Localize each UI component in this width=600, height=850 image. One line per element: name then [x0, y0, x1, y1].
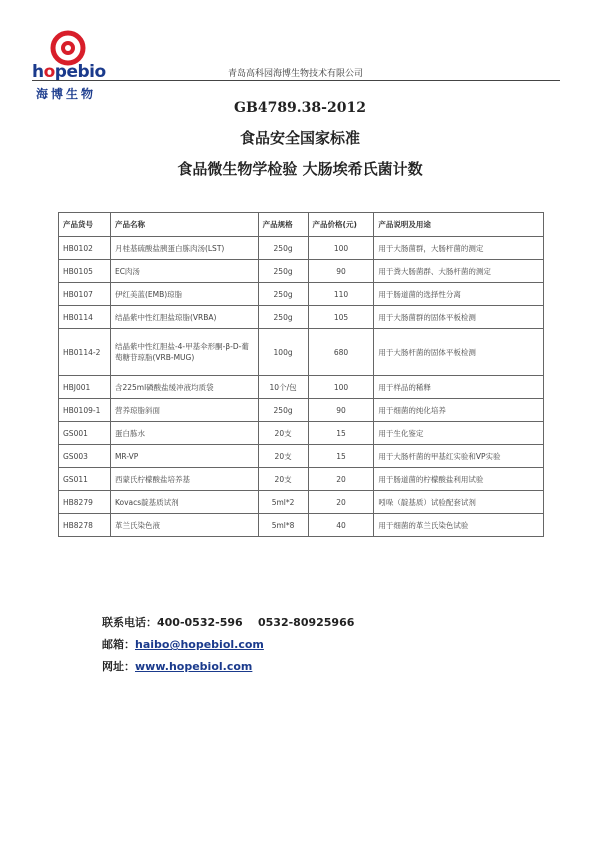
logo-wordmark: hopebio — [32, 62, 106, 82]
cell-spec: 250g — [258, 260, 308, 283]
header-price: 产品价格(元) — [308, 213, 374, 237]
cell-spec: 10个/包 — [258, 376, 308, 399]
cell-spec: 20支 — [258, 422, 308, 445]
cell-spec: 250g — [258, 237, 308, 260]
cell-name: MR-VP — [110, 445, 258, 468]
web-label: 网址： — [102, 660, 135, 673]
cell-spec: 100g — [258, 329, 308, 376]
cell-price: 40 — [308, 514, 374, 537]
header-desc: 产品说明及用途 — [374, 213, 544, 237]
email-label: 邮箱： — [102, 638, 135, 651]
cell-price: 100 — [308, 376, 374, 399]
table-row — [59, 283, 544, 306]
table-row — [59, 306, 544, 329]
table-header-row — [59, 213, 544, 237]
cell-price: 110 — [308, 283, 374, 306]
header-code: 产品货号 — [59, 213, 111, 237]
cell-desc: 用于生化鉴定 — [374, 422, 544, 445]
product-table — [58, 212, 544, 537]
cell-code: HB0102 — [59, 237, 111, 260]
cell-code: GS003 — [59, 445, 111, 468]
cell-code: GS001 — [59, 422, 111, 445]
cell-name: 含225ml磷酸盐缓冲液均质袋 — [110, 376, 258, 399]
header-divider — [32, 80, 560, 81]
table-row — [59, 514, 544, 537]
cell-spec: 5ml*2 — [258, 491, 308, 514]
cell-desc: 用于大肠菌群，大肠杆菌的测定 — [374, 237, 544, 260]
cell-name: 伊红美蓝(EMB)琼脂 — [110, 283, 258, 306]
cell-name: 结晶紫中性红胆盐琼脂(VRBA) — [110, 306, 258, 329]
cell-code: HB0107 — [59, 283, 111, 306]
cell-price: 105 — [308, 306, 374, 329]
contact-email — [102, 636, 264, 652]
standard-code: GB4789.38-2012 — [234, 100, 366, 116]
cell-name: 蛋白胨水 — [110, 422, 258, 445]
standard-subtitle: 食品微生物学检验 大肠埃希氏菌计数 — [177, 160, 423, 178]
cell-price: 680 — [308, 329, 374, 376]
cell-desc: 用于肠道菌的选择性分离 — [374, 283, 544, 306]
cell-spec: 250g — [258, 283, 308, 306]
cell-price: 90 — [308, 260, 374, 283]
website-link[interactable]: www.hopebiol.com — [135, 660, 253, 673]
cell-price: 15 — [308, 422, 374, 445]
table-row — [59, 376, 544, 399]
cell-spec: 250g — [258, 399, 308, 422]
company-name: 青岛高科园海博生物技术有限公司 — [228, 69, 364, 79]
cell-name: 西蒙氏柠檬酸盐培养基 — [110, 468, 258, 491]
cell-name: Kovacs靛基质试剂 — [110, 491, 258, 514]
email-link[interactable]: haibo@hopebiol.com — [135, 638, 264, 651]
contact-phone — [102, 614, 354, 630]
cell-price: 20 — [308, 468, 374, 491]
table-row — [59, 468, 544, 491]
cell-desc: 用于细菌的纯化培养 — [374, 399, 544, 422]
cell-code: HB0114 — [59, 306, 111, 329]
table-row — [59, 399, 544, 422]
cell-price: 100 — [308, 237, 374, 260]
phone-label: 联系电话： — [102, 616, 157, 629]
cell-desc: 用于大肠杆菌的固体平板检测 — [374, 329, 544, 376]
header-name: 产品名称 — [110, 213, 258, 237]
cell-code: HB8279 — [59, 491, 111, 514]
phone-numbers: 400-0532-596 0532-80925966 — [157, 616, 355, 629]
cell-desc: 用于大肠菌群的固体平板检测 — [374, 306, 544, 329]
cell-price: 15 — [308, 445, 374, 468]
cell-code: GS011 — [59, 468, 111, 491]
cell-code: HB0105 — [59, 260, 111, 283]
table-row — [59, 491, 544, 514]
cell-spec: 20支 — [258, 468, 308, 491]
cell-desc: 用于细菌的革兰氏染色试验 — [374, 514, 544, 537]
cell-code: HBJ001 — [59, 376, 111, 399]
cell-spec: 5ml*8 — [258, 514, 308, 537]
standard-title: 食品安全国家标准 — [239, 129, 360, 147]
cell-desc: 用于肠道菌的柠檬酸盐利用试验 — [374, 468, 544, 491]
cell-name: 革兰氏染色液 — [110, 514, 258, 537]
cell-desc: 吲哚（靛基质）试验配套试剂 — [374, 491, 544, 514]
cell-desc: 用于大肠杆菌的甲基红实验和VP实验 — [374, 445, 544, 468]
cell-desc: 用于粪大肠菌群、大肠杆菌的测定 — [374, 260, 544, 283]
table-row — [59, 445, 544, 468]
cell-name: 月桂基硫酸盐胰蛋白胨肉汤(LST) — [110, 237, 258, 260]
cell-name: EC肉汤 — [110, 260, 258, 283]
cell-code: HB8278 — [59, 514, 111, 537]
cell-spec: 250g — [258, 306, 308, 329]
company-logo — [32, 30, 112, 100]
table-row — [59, 422, 544, 445]
cell-price: 20 — [308, 491, 374, 514]
cell-spec: 20支 — [258, 445, 308, 468]
table-row — [59, 237, 544, 260]
cell-name: 营养琼脂斜面 — [110, 399, 258, 422]
cell-name: 结晶紫中性红胆盐-4-甲基伞形酮-β-D-葡萄糖苷琼脂(VRB-MUG) — [110, 329, 258, 376]
table-row — [59, 329, 544, 376]
hopebio-logo-icon — [50, 30, 86, 66]
cell-desc: 用于样品的稀释 — [374, 376, 544, 399]
cell-code: HB0114-2 — [59, 329, 111, 376]
cell-code: HB0109-1 — [59, 399, 111, 422]
cell-price: 90 — [308, 399, 374, 422]
logo-chinese-name: 海博生物 — [36, 87, 97, 101]
table-row — [59, 260, 544, 283]
contact-website — [102, 658, 252, 674]
header-spec: 产品规格 — [258, 213, 308, 237]
